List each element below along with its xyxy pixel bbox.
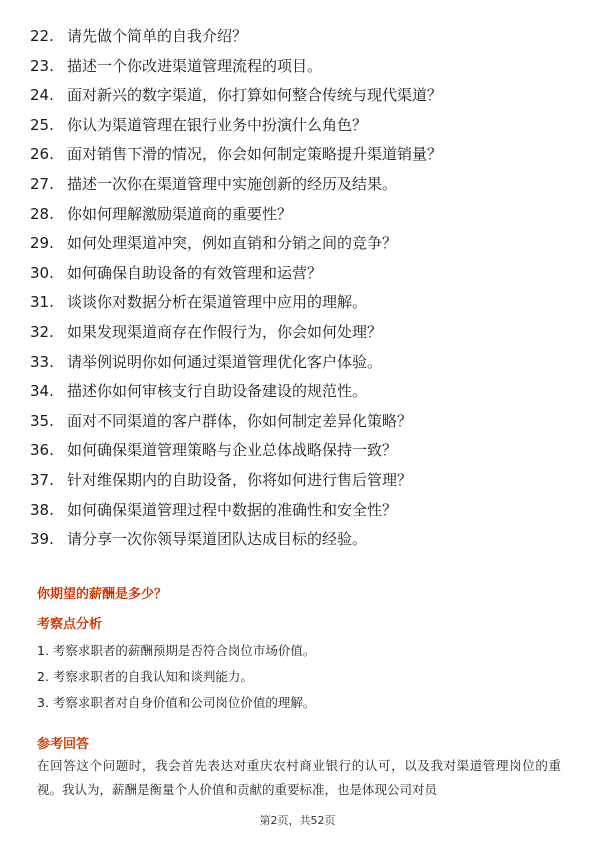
- question-item: [30, 22, 570, 52]
- question-text: 你认为渠道管理在银行业务中扮演什么角色？: [67, 115, 368, 134]
- question-text: 针对维保期内的自助设备，你将如何进行售后管理？: [67, 470, 413, 489]
- analysis-point: 2. 考察求职者的自我认知和谈判能力。: [37, 669, 253, 684]
- question-text: 谈谈你对数据分析在渠道管理中应用的理解。: [67, 293, 368, 312]
- page-footer: 第2页，共52页: [259, 814, 336, 827]
- question-item: [30, 111, 570, 141]
- question-number: 36.: [30, 441, 54, 460]
- question-item: [30, 466, 570, 496]
- question-text: 描述你如何审核支行自助设备建设的规范性。: [67, 382, 368, 401]
- reference-answer: 在回答这个问题时，我会首先表达对重庆农村商业银行的认可，以及我对渠道管理岗位的重视。我认为，薪酬是衡量个人价值和贡献的重要标准，也是体现公司对员: [37, 758, 561, 797]
- question-text: 面对销售下滑的情况，你会如何制定策略提升渠道销量？: [67, 145, 443, 164]
- question-item: [30, 200, 570, 230]
- question-item: [30, 140, 570, 170]
- question-item: [30, 407, 570, 437]
- question-number: 27.: [30, 174, 54, 193]
- question-number: 35.: [30, 411, 54, 430]
- question-item: [30, 318, 570, 348]
- question-item: [30, 436, 570, 466]
- question-number: 32.: [30, 322, 54, 341]
- question-number: 28.: [30, 204, 54, 223]
- question-text: 如何确保自助设备的有效管理和运营？: [67, 263, 323, 282]
- question-text: 请先做个简单的自我介绍？: [67, 27, 248, 45]
- question-number: 37.: [30, 470, 54, 489]
- question-item: [30, 496, 570, 526]
- question-text: 如何处理渠道冲突，例如直销和分销之间的竞争？: [67, 234, 398, 253]
- question-number: 26.: [30, 145, 54, 164]
- featured-question: 你期望的薪酬是多少？: [37, 587, 168, 602]
- question-text: 如何确保渠道管理过程中数据的准确性和安全性？: [67, 500, 398, 519]
- question-text: 请分享一次你领导渠道团队达成目标的经验。: [67, 530, 368, 549]
- question-item: [30, 81, 570, 111]
- question-item: [30, 288, 570, 318]
- analysis-point: 3. 考察求职者对自身价值和公司岗位价值的理解。: [37, 695, 316, 710]
- question-text: 你如何理解激励渠道商的重要性？: [67, 204, 293, 223]
- question-item: [30, 377, 570, 407]
- question-number: 39.: [30, 530, 54, 549]
- question-number: 25.: [30, 115, 54, 134]
- question-number: 30.: [30, 263, 54, 282]
- question-item: [30, 170, 570, 200]
- question-number: 31.: [30, 293, 54, 312]
- reference-title: 参考回答: [37, 737, 90, 752]
- question-number: 33.: [30, 352, 54, 371]
- question-item: [30, 52, 570, 82]
- question-number: 22.: [30, 27, 54, 45]
- question-text: 描述一次你在渠道管理中实施创新的经历及结果。: [67, 174, 398, 193]
- question-item: [30, 259, 570, 289]
- question-text: 面对新兴的数字渠道，你打算如何整合传统与现代渠道？: [67, 86, 443, 105]
- question-list: [30, 22, 570, 555]
- question-text: 如果发现渠道商存在作假行为，你会如何处理？: [67, 322, 383, 341]
- question-text: 面对不同渠道的客户群体，你如何制定差异化策略？: [67, 411, 413, 430]
- analysis-points: [37, 638, 557, 716]
- analysis-point: 1. 考察求职者的薪酬预期是否符合岗位市场价值。: [37, 643, 316, 658]
- question-item: [30, 229, 570, 259]
- question-number: 29.: [30, 234, 54, 253]
- question-text: 如何确保渠道管理策略与企业总体战略保持一致？: [67, 441, 398, 460]
- question-number: 38.: [30, 500, 54, 519]
- question-text: 请举例说明你如何通过渠道管理优化客户体验。: [67, 352, 383, 371]
- question-text: 描述一个你改进渠道管理流程的项目。: [67, 56, 323, 75]
- question-number: 23.: [30, 56, 54, 75]
- analysis-title: 考察点分析: [37, 617, 103, 632]
- question-number: 34.: [30, 382, 54, 401]
- question-item: [30, 348, 570, 378]
- question-item: [30, 525, 570, 555]
- question-number: 24.: [30, 86, 54, 105]
